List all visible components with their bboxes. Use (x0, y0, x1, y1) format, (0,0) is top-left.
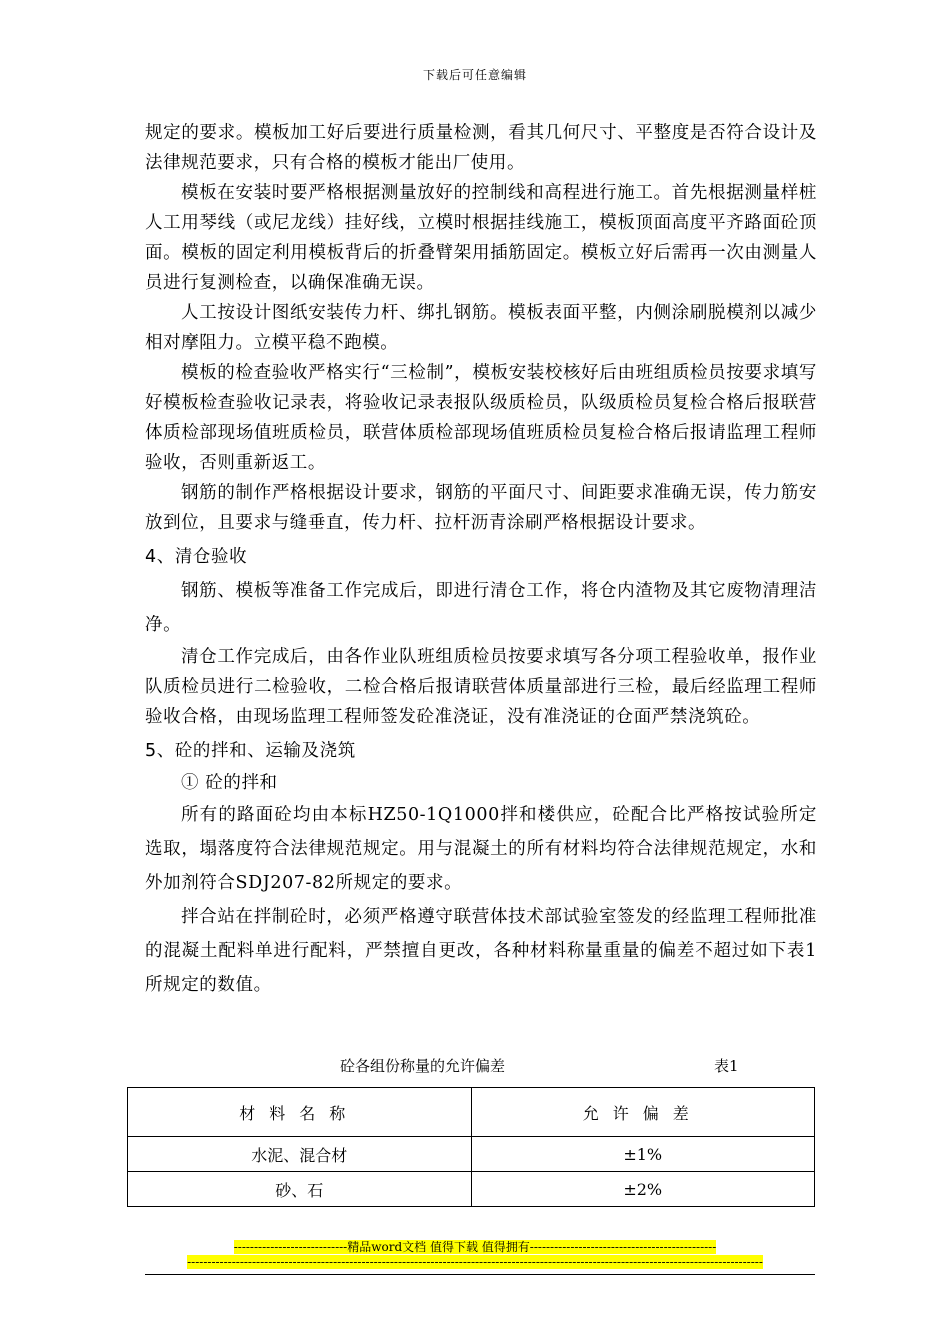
page-footer (0, 1240, 950, 1270)
paragraph: 人工按设计图纸安装传力杆、绑扎钢筋。模板表面平整，内侧涂刷脱模剂以减少相对摩阻力。立模平稳不跑模。 (145, 303, 817, 353)
tolerance-table (127, 1087, 815, 1207)
paragraph: 规定的要求。模板加工好后要进行质量检测，看其几何尺寸、平整度是否符合设计及法律规范要求，只有合格的模板才能出厂使用。 (145, 123, 817, 173)
table-row (128, 1137, 815, 1172)
table-cell: ±1% (471, 1137, 815, 1172)
paragraph: 钢筋的制作严格根据设计要求，钢筋的平面尺寸、间距要求准确无误，传力筋安放到位，且要求与缝垂直，传力杆、拉杆沥青涂刷严格根据设计要求。 (145, 483, 817, 533)
subsection-heading: ① 砼的拌和 (181, 773, 278, 793)
table-title: 砼各组份称量的允许偏差 (340, 1057, 506, 1075)
table-cell: 水泥、混合材 (128, 1137, 472, 1172)
section-heading: 4、清仓验收 (145, 547, 248, 567)
paragraph: 清仓工作完成后，由各作业队班组质检员按要求填写各分项工程验收单，报作业队质检员进行二检验收，二检合格后报请联营体质量部进行三检，最后经监理工程师验收合格，由现场监理工程师签发砼准浇证，没有准浇证的仓面严禁浇筑砼。 (145, 647, 817, 727)
footer-line-1: ----------------------------精品word文档 值得下载 值得拥有---------------------------------------------- (233, 1240, 717, 1254)
table-header-row (128, 1088, 815, 1137)
footer-line-2: ---------------------------------------------------------------------------------------------------------------------------------------------- (187, 1255, 763, 1269)
paragraph: 所有的路面砼均由本标HZ50-1Q1000拌和楼供应，砼配合比严格按试验所定选取，塌落度符合法律规范规定。用与混凝土的所有材料均符合法律规范规定，水和外加剂符合SDJ207-82所规定的要求。 (145, 805, 817, 893)
table-row (128, 1172, 815, 1207)
section-heading: 5、砼的拌和、运输及浇筑 (145, 741, 356, 761)
page-header: 下载后可任意编辑 (422, 68, 527, 82)
table-cell: ±2% (471, 1172, 815, 1207)
table-number: 表1 (714, 1057, 739, 1075)
paragraph: 模板的检查验收严格实行“三检制”，模板安装校核好后由班组质检员按要求填写好模板检查验收记录表，将验收记录表报队级质检员，队级质检员复检合格后报联营体质检部现场值班质检员，联营体质检部现场值班质检员复检合格后报请监理工程师验收，否则重新返工。 (145, 363, 817, 473)
column-header: 材料名称 (128, 1088, 472, 1137)
paragraph: 钢筋、模板等准备工作完成后，即进行清仓工作，将仓内渣物及其它废物清理洁净。 (145, 581, 817, 635)
paragraph: 模板在安装时要严格根据测量放好的控制线和高程进行施工。首先根据测量样桩人工用琴线（或尼龙线）挂好线，立模时根据挂线施工，模板顶面高度平齐路面砼顶面。模板的固定利用模板背后的折叠臂架用插筋固定。模板立好后需再一次由测量人员进行复测检查，以确保准确无误。 (145, 183, 817, 293)
paragraph: 拌合站在拌制砼时，必须严格遵守联营体技术部试验室签发的经监理工程师批准的混凝土配料单进行配料，严禁擅自更改，各种材料称量重量的偏差不超过如下表1所规定的数值。 (145, 907, 817, 995)
column-header: 允许偏差 (471, 1088, 815, 1137)
table-cell: 砂、石 (128, 1172, 472, 1207)
footer-divider (145, 1274, 815, 1275)
document-body (145, 118, 817, 1002)
